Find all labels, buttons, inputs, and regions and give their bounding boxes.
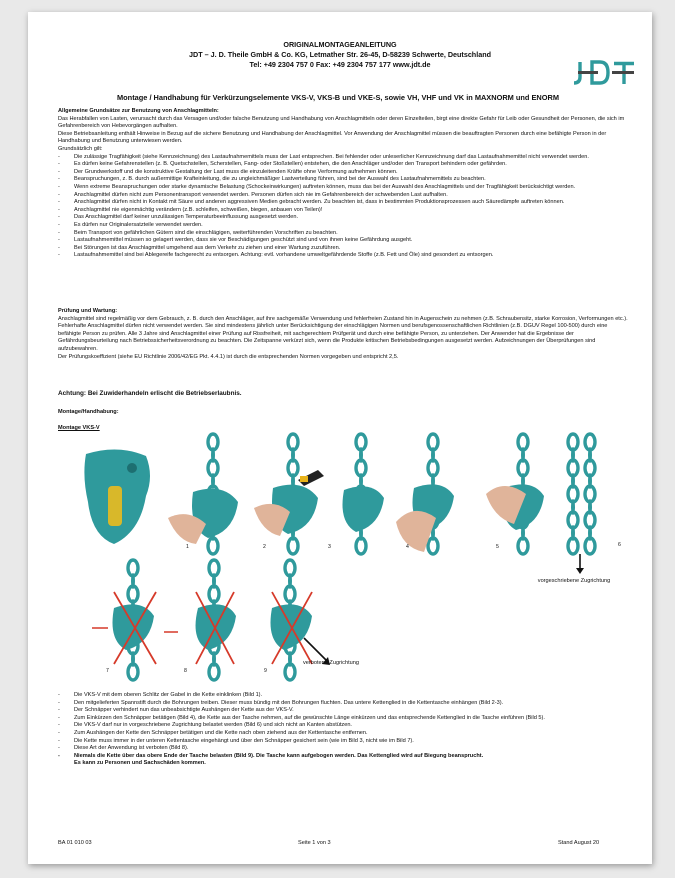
footer-page-number: Seite 1 von 3 bbox=[298, 840, 331, 846]
footer-doc-id: BA 01 010 03 bbox=[58, 840, 92, 846]
general-section bbox=[58, 108, 630, 260]
list-item: - Lastaufnahmemittel müssen so gelagert werden, dass sie vor Beschädigungen geschützt sind und von ihnen keine Gefährdung ausgeht. bbox=[58, 237, 630, 245]
figure-4 bbox=[396, 434, 454, 554]
jdt-logo bbox=[572, 58, 638, 86]
list-item: - Anschlagmittel dürfen nicht zum Personentransport verwendet werden. Personen dürfen sich nie im Gefahrenbereich der schwebenden Last aufhalten. bbox=[58, 192, 630, 200]
figure-number: 8 bbox=[184, 668, 187, 674]
list-item: - Das Anschlagmittel darf keiner unzulässigen Temperaturbeeinflussung ausgesetzt werden. bbox=[58, 214, 630, 222]
figure-5 bbox=[486, 434, 544, 554]
figure-1 bbox=[168, 434, 238, 554]
figure-8 bbox=[196, 560, 236, 680]
figure-number: 2 bbox=[263, 544, 266, 550]
header-title: ORIGINALMONTAGEANLEITUNG bbox=[283, 40, 397, 49]
figure-2 bbox=[254, 434, 324, 554]
figure-number: 3 bbox=[328, 544, 331, 550]
steps-section bbox=[58, 692, 630, 768]
figure-number: 5 bbox=[496, 544, 499, 550]
inspection-text: Anschlagmittel sind regelmäßig vor dem Gebrauch, z. B. durch den Anschläger, auf ihre sachgemäße Verwendung und fehlerfreien Zustand hin in Augenschein zu nehmen (z.B. Schraubensitz, starke Korrosion, Verformungen etc.). Fehlerhafte Anschlagmittel dürfen nicht verwendet werden. Sie sind mindestens jährlich unter Berücksichtigung der einschlägigen Normen und berufsgenossenschaftlichen Richtlinien (z.B. DGUV Regel 100-500) durch eine befähigte Person zu prüfen. Alle 3 Jahre sind Anschlagmittel einer Prüfung auf Rissfreiheit, mit sachgerechtem Prüfgerät und durch eine befähigte Person, zu unterziehen. Der Anwender hat die Ergebnisse der Gefährdungsbeurteilung nach Betriebssicherheitsverordnung zu beachten. Die Zeitspanne verkürzt sich, wenn die Produkte kritischen Betriebsbedingungen ausgesetzt werden. Aufzeichnungen der Überprüfungen sind aufzubewahren. bbox=[58, 315, 628, 352]
list-item: - Die VKS-V darf nur in vorgeschriebene Zugrichtung belastet werden (Bild 6) und sich nicht an Kanten abstützen. bbox=[58, 722, 630, 730]
list-item: - Anschlagmittel nie eigenmächtig verändern (z.B. schleifen, schweißen, biegen, anbauen von Teilen)! bbox=[58, 207, 630, 215]
list-item: - Beim Transport von gefährlichen Gütern sind die einschlägigen, weiterführenden Vorschriften zu beachten. bbox=[58, 230, 630, 238]
header-contact: Tel: +49 2304 757 0 Fax: +49 2304 757 177 www.jdt.de bbox=[249, 60, 431, 69]
figure-number: 7 bbox=[106, 668, 109, 674]
warning-text: Achtung: Bei Zuwiderhandeln erlischt die Betriebserlaubnis. bbox=[58, 390, 242, 397]
list-item: - Bei Störungen ist das Anschlagmittel umgehend aus dem Verkehr zu ziehen und einer Wartung zuzuführen. bbox=[58, 245, 630, 253]
figure-3 bbox=[343, 434, 385, 554]
figure-part bbox=[84, 449, 150, 544]
inspection-section bbox=[58, 308, 630, 361]
general-list bbox=[58, 154, 630, 260]
last-step: Niemals die Kette über das obere Ende der Tasche belasten (Bild 9). Die Tasche kann aufgebogen werden. Das Kettenglied wird auf Biegung beansprucht. bbox=[74, 752, 484, 759]
header-company: JDT – J. D. Theile GmbH & Co. KG, Letmather Str. 26-45, D-58239 Schwerte, Deutschland bbox=[189, 50, 491, 59]
figure-6 bbox=[568, 434, 595, 574]
inspection-heading: Prüfung und Wartung: bbox=[58, 308, 118, 314]
list-item: - Den mitgelieferten Spannstift durch die Bohrungen treiben. Dieser muss bündig mit den Bohrungen fluchten. Das untere Kettenglied in die Kettentasche einhängen (Bild 2-3). bbox=[58, 700, 630, 708]
list-item: - Die zulässige Tragfähigkeit (siehe Kennzeichnung) des Lastaufnahmemittels muss der Last entsprechen. Bei fehlender oder unleserlicher Kennzeichnung darf das Lastaufnahmemittel nicht verwendet werden. bbox=[58, 154, 630, 162]
last-step-2: Es kann zu Personen und Sachschäden kommen. bbox=[74, 760, 206, 767]
general-intro-3: Grundsätzlich gilt: bbox=[58, 145, 103, 152]
list-item: - Der Grundwerkstoff und die konstruktive Gestaltung der Last muss die einzuleitenden Kräfte ohne Verformung aufnehmen können. bbox=[58, 169, 630, 177]
list-item: - Es dürfen nur Originalersatzteile verwendet werden. bbox=[58, 222, 630, 230]
list-item: - Der Schnäpper verhindert nun das unbeabsichtigte Aushängen der Kette aus der VKS-V. bbox=[58, 707, 630, 715]
general-intro-2: Diese Betriebsanleitung enthält Hinweise in Bezug auf die sichere Benutzung und Handhabung der Anschlagmittel. Vor Anwendung der Anschlagmittel müssen die beauftragten Personen durch eine befähigte Person in der Handhabung und Benutzung unterwiesen werden. bbox=[58, 130, 607, 145]
general-heading: Allgemeine Grundsätze zur Benutzung von Anschlagmitteln: bbox=[58, 108, 219, 114]
forbidden-direction-label: verbotene Zugrichtung bbox=[303, 660, 359, 666]
list-item: - Lastaufnahmemittel sind bei Ablegereife fachgerecht zu entsorgen. Achtung: evtl. vorhandene umweltgefährdende Stoffe (z.B. Fett und Öle) sind gesondert zu entsorgen. bbox=[58, 252, 630, 260]
general-intro: Das Herabfallen von Lasten, verursacht durch das Versagen und/oder falsche Benutzung und Handhabung von Anschlagmitteln oder deren Einzelteilen, birgt eine direkte Gefahr für Leib oder Gesundheit der Personen, die sich im Gefahrenbereich von Hebevorgängen aufhalten. bbox=[58, 115, 625, 130]
figure-7 bbox=[92, 560, 178, 680]
figure-number: 1 bbox=[186, 544, 189, 550]
list-item: - Es dürfen keine Gefahrenstellen (z. B. Quetschstellen, Scherstellen, Fang- oder Stoßstellen) entstehen, die den Anschläger und/oder den Transport behindern oder gefährden. bbox=[58, 161, 630, 169]
list-item bbox=[58, 753, 630, 768]
list-item: - Wenn extreme Beanspruchungen oder starke dynamische Belastung (Schockeinwirkungen) auftreten können, muss das bei der Auswahl des Anschlagmittels und der Tragfähigkeit berücksichtigt werden. bbox=[58, 184, 630, 192]
correct-direction-label: vorgeschriebene Zugrichtung bbox=[537, 578, 611, 584]
steps-list bbox=[58, 692, 630, 768]
list-item: - Die VKS-V mit dem oberen Schlitz der Gabel in die Kette einklinken (Bild 1). bbox=[58, 692, 630, 700]
list-item: - Anschlagmittel dürfen nicht in Kontakt mit Säure und anderen aggressiven Medien gebracht werden. Zu beachten ist, dass in bestimmten Produktionsprozessen auch Säuredämpfe auftreten können. bbox=[58, 199, 630, 207]
montage-heading: Montage/Handhabung: bbox=[58, 409, 119, 415]
figure-number: 4 bbox=[406, 544, 409, 550]
list-item: - Zum Aushängen der Kette den Schnäpper betätigen und die Kette nach oben ziehend aus der Kettentasche entfernen. bbox=[58, 730, 630, 738]
inspection-text-2: Der Prüfungskoeffizient (siehe EU Richtlinie 2006/42/EG Pkt. 4.4.1) ist durch die entsprechenden Normen vorgegeben und entspricht 2,5. bbox=[58, 353, 399, 360]
figure-number: 9 bbox=[264, 668, 267, 674]
list-item: - Diese Art der Anwendung ist verboten (Bild 8). bbox=[58, 745, 630, 753]
montage-figures bbox=[28, 432, 652, 690]
list-item: - Zum Einkürzen den Schnäpper betätigen (Bild 4), die Kette aus der Tasche nehmen, auf die gewünschte Länge einkürzen und das entsprechende Kettenglied in die Tasche einführen (Bild 5). bbox=[58, 715, 630, 723]
figure-number: 6 bbox=[618, 542, 621, 548]
list-item: - Die Kette muss immer in der unteren Kettentasche eingehängt und über den Schnäpper gesichert sein (wie im Bild 3, nicht wie im Bild 7). bbox=[58, 738, 630, 746]
montage-subheading: Montage VKS-V bbox=[58, 425, 100, 431]
document-page bbox=[28, 12, 652, 864]
list-item: - Beanspruchungen, z. B. durch außermittige Krafteinleitung, die zu ungleichmäßiger Lastverteilung führen, sind bei der Auswahl des Lastaufnahmemittels zu beachten. bbox=[58, 176, 630, 184]
footer-version: Stand August 20 bbox=[558, 840, 600, 846]
page-title: Montage / Handhabung für Verkürzungselemente VKS-V, VKS-B und VKE-S, sowie VH, VHF und VK in MAXNORM und ENORM bbox=[117, 93, 559, 102]
